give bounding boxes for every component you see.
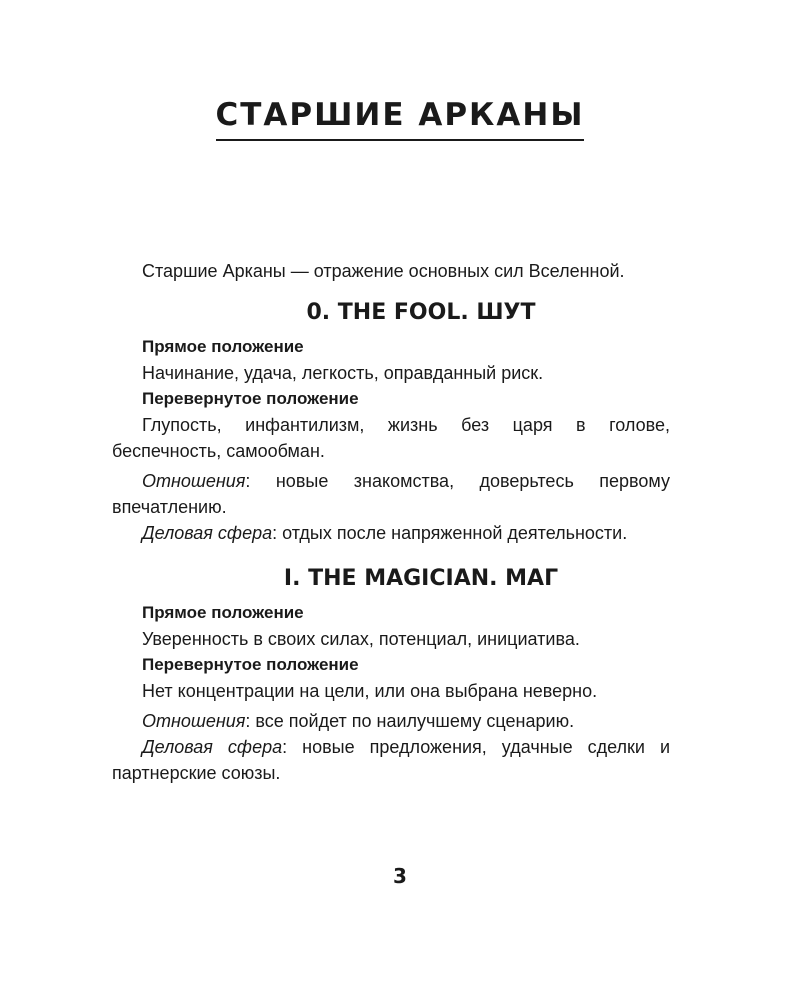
relationships-label: Отношения	[142, 711, 246, 731]
business-text: : отдых после напряженной деятельности.	[272, 523, 628, 543]
reversed-text: Глупость, инфантилизм, жизнь без царя в голове, беспечность, самообман.	[112, 415, 670, 461]
chapter-heading	[0, 96, 800, 141]
business-paragraph	[112, 520, 670, 546]
relationships-text: : новые знакомства, доверьтесь первому впечатлению.	[112, 471, 670, 517]
upright-text: Уверенность в своих силах, потенциал, инициатива.	[142, 629, 580, 649]
reversed-label: Перевернутое положение	[142, 655, 359, 674]
relationships-label: Отношения	[142, 471, 246, 491]
business-label: Деловая сфера	[142, 737, 283, 757]
intro-paragraph: Старшие Арканы — отражение основных сил Вселенной.	[142, 261, 625, 281]
relationships-text: : все пойдет по наилучшему сценарию.	[245, 711, 575, 731]
relationships-paragraph	[112, 468, 670, 520]
upright-text: Начинание, удача, легкость, оправданный риск.	[142, 363, 544, 383]
reversed-text: Нет концентрации на цели, или она выбрана неверно.	[142, 681, 598, 701]
upright-label: Прямое положение	[142, 337, 304, 356]
card-section-fool	[112, 298, 670, 546]
page-number: 3	[393, 864, 407, 888]
relationships-paragraph	[112, 708, 670, 734]
business-paragraph	[112, 734, 670, 786]
card-title: I. THE MAGICIAN. МАГ	[283, 566, 559, 591]
chapter-title: СТАРШИЕ АРКАНЫ	[216, 97, 585, 141]
upright-label: Прямое положение	[142, 603, 304, 622]
card-title: 0. THE FOOL. ШУТ	[306, 300, 536, 325]
business-label: Деловая сфера	[142, 523, 273, 543]
page-body	[112, 258, 670, 786]
reversed-label: Перевернутое положение	[142, 389, 359, 408]
business-text: : новые предложения, удачные сделки и партнерские союзы.	[112, 737, 670, 783]
card-section-magician	[112, 564, 670, 786]
